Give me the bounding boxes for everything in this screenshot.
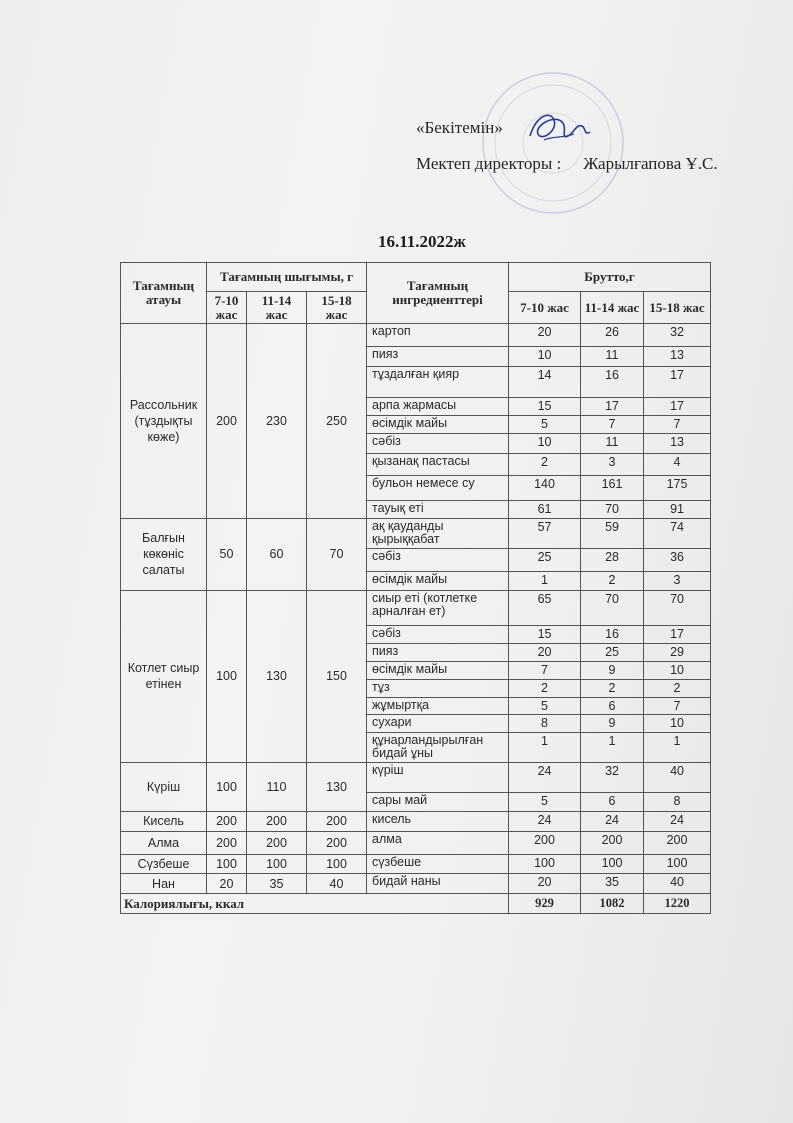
ingredient-name: алма: [367, 831, 509, 854]
calories-value: 1082: [581, 894, 644, 914]
dish-yield: 100: [207, 590, 247, 763]
ingredient-gross: 29: [644, 643, 711, 662]
header-age: 7-10 жас: [207, 292, 247, 324]
ingredient-gross: 2: [509, 454, 581, 476]
ingredient-gross: 40: [644, 874, 711, 894]
dish-yield: 200: [207, 831, 247, 854]
ingredient-name: құнарландырылған бидай ұны: [367, 732, 509, 762]
header-age: 7-10 жас: [509, 292, 581, 324]
ingredient-gross: 100: [644, 854, 711, 874]
ingredient-gross: 61: [509, 501, 581, 519]
ingredient-gross: 200: [509, 831, 581, 854]
ingredient-gross: 17: [644, 398, 711, 416]
ingredient-gross: 7: [644, 697, 711, 715]
ingredient-name: сиыр еті (котлетке арналған ет): [367, 590, 509, 625]
ingredient-gross: 15: [509, 398, 581, 416]
header-age: 15-18 жас: [644, 292, 711, 324]
ingredient-gross: 65: [509, 590, 581, 625]
ingredient-gross: 20: [509, 324, 581, 347]
ingredient-gross: 13: [644, 347, 711, 367]
table-row: [121, 590, 711, 625]
ingredient-gross: 17: [581, 398, 644, 416]
ingredient-gross: 32: [581, 763, 644, 793]
ingredient-gross: 2: [581, 679, 644, 697]
ingredient-gross: 8: [644, 793, 711, 812]
ingredient-gross: 9: [581, 662, 644, 680]
ingredient-gross: 100: [509, 854, 581, 874]
ingredient-gross: 161: [581, 476, 644, 501]
ingredient-gross: 40: [644, 763, 711, 793]
ingredient-gross: 1: [644, 732, 711, 762]
ingredient-gross: 6: [581, 697, 644, 715]
ingredient-name: тұз: [367, 679, 509, 697]
ingredient-gross: 175: [644, 476, 711, 501]
ingredient-gross: 24: [509, 763, 581, 793]
ingredient-gross: 5: [509, 415, 581, 433]
ingredient-name: сухари: [367, 715, 509, 733]
header-ingredients: Тағамның ингредиенттері: [367, 263, 509, 324]
ingredient-name: ақ қауданды қырыққабат: [367, 518, 509, 548]
table-row: [121, 811, 711, 831]
ingredient-gross: 8: [509, 715, 581, 733]
ingredient-gross: 24: [509, 811, 581, 831]
ingredient-gross: 2: [509, 679, 581, 697]
ingredient-gross: 5: [509, 697, 581, 715]
dish-name: Кисель: [121, 811, 207, 831]
ingredient-gross: 20: [509, 874, 581, 894]
dish-yield: 200: [307, 811, 367, 831]
dish-yield: 250: [307, 324, 367, 518]
ingredient-gross: 11: [581, 347, 644, 367]
ingredient-gross: 1: [509, 732, 581, 762]
ingredient-gross: 100: [581, 854, 644, 874]
dish-yield: 130: [307, 763, 367, 812]
calories-label: Калориялығы, ккал: [121, 894, 509, 914]
ingredient-gross: 4: [644, 454, 711, 476]
ingredient-gross: 25: [509, 548, 581, 571]
ingredient-name: картоп: [367, 324, 509, 347]
ingredient-gross: 32: [644, 324, 711, 347]
dish-name: Нан: [121, 874, 207, 894]
ingredient-gross: 57: [509, 518, 581, 548]
menu-table: [120, 262, 711, 914]
ingredient-gross: 26: [581, 324, 644, 347]
menu-date: 16.11.2022ж: [378, 232, 466, 251]
dish-name: Алма: [121, 831, 207, 854]
ingredient-gross: 59: [581, 518, 644, 548]
ingredient-name: өсімдік майы: [367, 571, 509, 590]
dish-yield: 100: [307, 854, 367, 874]
dish-yield: 200: [247, 811, 307, 831]
dish-name: Котлет сиыр етінен: [121, 590, 207, 763]
ingredient-gross: 35: [581, 874, 644, 894]
ingredient-gross: 36: [644, 548, 711, 571]
dish-name: Сүзбеше: [121, 854, 207, 874]
ingredient-gross: 6: [581, 793, 644, 812]
header-age: 11-14 жас: [581, 292, 644, 324]
dish-name: Рассольник (тұздықты көже): [121, 324, 207, 518]
dish-yield: 100: [247, 854, 307, 874]
ingredient-gross: 200: [581, 831, 644, 854]
ingredient-name: сәбіз: [367, 433, 509, 454]
dish-yield: 200: [307, 831, 367, 854]
ingredient-gross: 5: [509, 793, 581, 812]
header-yield: Тағамның шығымы, г: [207, 263, 367, 292]
ingredient-gross: 13: [644, 433, 711, 454]
calories-value: 929: [509, 894, 581, 914]
ingredient-gross: 200: [644, 831, 711, 854]
ingredient-name: бидай наны: [367, 874, 509, 894]
ingredient-gross: 74: [644, 518, 711, 548]
ingredient-gross: 70: [644, 590, 711, 625]
ingredient-name: өсімдік майы: [367, 415, 509, 433]
dish-yield: 60: [247, 518, 307, 590]
ingredient-gross: 17: [644, 366, 711, 397]
ingredient-name: арпа жармасы: [367, 398, 509, 416]
table-row: [121, 763, 711, 793]
header-gross: Брутто,г: [509, 263, 711, 292]
dish-yield: 200: [247, 831, 307, 854]
ingredient-gross: 25: [581, 643, 644, 662]
header-row: [121, 263, 711, 292]
ingredient-name: тұздалған қияр: [367, 366, 509, 397]
ingredient-name: жұмыртқа: [367, 697, 509, 715]
calories-value: 1220: [644, 894, 711, 914]
ingredient-gross: 2: [581, 571, 644, 590]
ingredient-name: өсімдік майы: [367, 662, 509, 680]
ingredient-name: сары май: [367, 793, 509, 812]
ingredient-gross: 91: [644, 501, 711, 519]
table-row: [121, 854, 711, 874]
ingredient-name: сүзбеше: [367, 854, 509, 874]
ingredient-name: сәбіз: [367, 625, 509, 643]
ingredient-gross: 10: [509, 433, 581, 454]
director-name: Жарылғапова Ұ.С.: [583, 154, 718, 173]
ingredient-gross: 14: [509, 366, 581, 397]
ingredient-gross: 10: [644, 662, 711, 680]
ingredient-gross: 9: [581, 715, 644, 733]
dish-yield: 230: [247, 324, 307, 518]
dish-yield: 70: [307, 518, 367, 590]
director-label: Мектеп директоры :: [416, 154, 562, 173]
ingredient-name: сәбіз: [367, 548, 509, 571]
ingredient-name: кисель: [367, 811, 509, 831]
ingredient-gross: 70: [581, 501, 644, 519]
ingredient-gross: 70: [581, 590, 644, 625]
ingredient-gross: 3: [644, 571, 711, 590]
table-row: [121, 831, 711, 854]
dish-yield: 130: [247, 590, 307, 763]
ingredient-gross: 15: [509, 625, 581, 643]
ingredient-gross: 16: [581, 366, 644, 397]
dish-yield: 20: [207, 874, 247, 894]
dish-yield: 110: [247, 763, 307, 812]
ingredient-gross: 3: [581, 454, 644, 476]
signature-icon: [524, 106, 594, 152]
ingredient-gross: 2: [644, 679, 711, 697]
ingredient-gross: 7: [581, 415, 644, 433]
dish-yield: 35: [247, 874, 307, 894]
ingredient-gross: 10: [644, 715, 711, 733]
dish-name: Балғын көкөніс салаты: [121, 518, 207, 590]
ingredient-name: тауық еті: [367, 501, 509, 519]
dish-name: Күріш: [121, 763, 207, 812]
ingredient-gross: 10: [509, 347, 581, 367]
dish-yield: 150: [307, 590, 367, 763]
ingredient-gross: 1: [581, 732, 644, 762]
ingredient-gross: 7: [509, 662, 581, 680]
ingredient-gross: 24: [581, 811, 644, 831]
header-dish: Тағамның атауы: [121, 263, 207, 324]
director-line: [416, 154, 718, 174]
dish-yield: 100: [207, 854, 247, 874]
dish-yield: 50: [207, 518, 247, 590]
ingredient-gross: 20: [509, 643, 581, 662]
ingredient-gross: 17: [644, 625, 711, 643]
dish-yield: 40: [307, 874, 367, 894]
ingredient-name: күріш: [367, 763, 509, 793]
ingredient-gross: 16: [581, 625, 644, 643]
ingredient-gross: 28: [581, 548, 644, 571]
header-age: 11-14 жас: [247, 292, 307, 324]
ingredient-gross: 140: [509, 476, 581, 501]
table-row: [121, 518, 711, 548]
header-age: 15-18 жас: [307, 292, 367, 324]
ingredient-name: пияз: [367, 643, 509, 662]
ingredient-name: пияз: [367, 347, 509, 367]
table-row: [121, 324, 711, 347]
dish-yield: 100: [207, 763, 247, 812]
approval-text: «Бекітемін»: [416, 118, 503, 137]
table-row: [121, 874, 711, 894]
ingredient-gross: 1: [509, 571, 581, 590]
ingredient-gross: 24: [644, 811, 711, 831]
calories-row: [121, 894, 711, 914]
ingredient-name: қызанақ пастасы: [367, 454, 509, 476]
ingredient-gross: 7: [644, 415, 711, 433]
dish-yield: 200: [207, 811, 247, 831]
ingredient-name: бульон немесе су: [367, 476, 509, 501]
ingredient-gross: 11: [581, 433, 644, 454]
dish-yield: 200: [207, 324, 247, 518]
